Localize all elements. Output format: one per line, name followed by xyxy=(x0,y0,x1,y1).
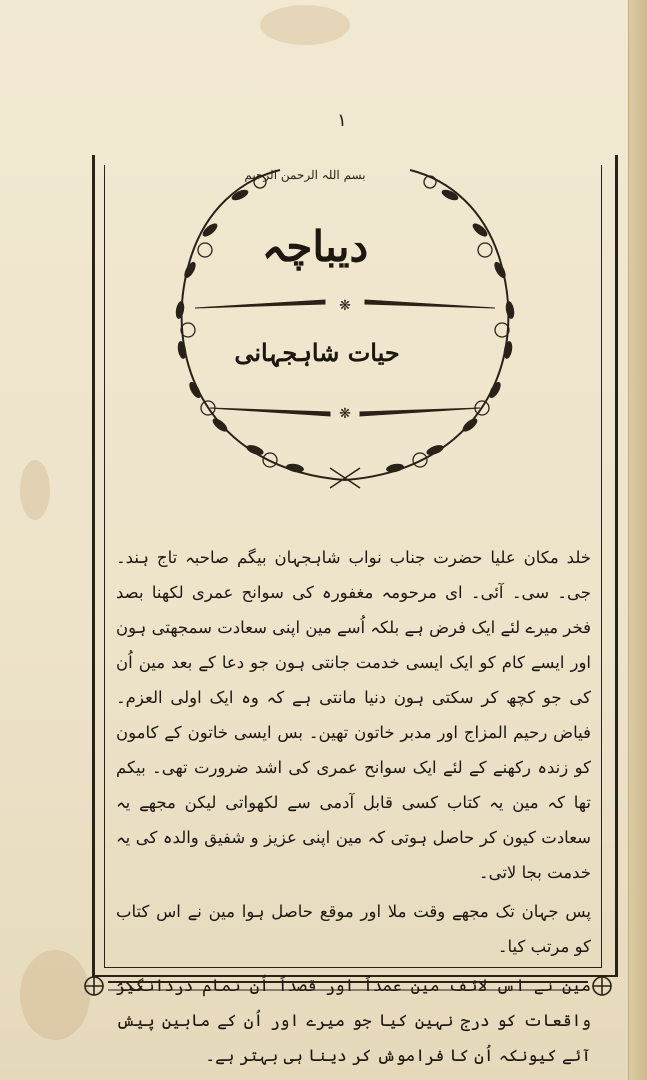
ornament-mark-top: ❋ xyxy=(339,298,351,314)
paragraph-1: خلد مکان علیا حضرت جناب نواب شاہجہان بیگم صاحبہ تاج ہند۔ جی۔ سی۔ آئی۔ ای مرحومہ مغفورہ کی سوانح عمری لکھنا بصد فخر میرے لئے ایک فرض ہے بلکہ اُسے مین اپنی سعادت سمجھتی ہون اور ایسے کام کو ایک ایسی خدمت جانتی ہون جو دعا کے بعد مین اُن کی جو کچھ کر سکتی ہون دنیا مانتی ہے کہ وہ ایک اولی العزم۔ فیاض رحیم المزاج اور مدبر خاتون تھین۔ بس ایسی خاتون کے کامون کو زندہ رکھنے کے لئے ایک سوانح عمری کی اشد ضرورت تھی۔ بیکم تھا کہ مین یہ کتاب کسی قابل آدمی سے لکھواتی لیکن مجھے یہ سعادت کیون کر حاصل ہوتی کہ مین اپنی عزیز و شفیق والدہ کی یہ خدمت بجا لاتی۔ xyxy=(116,548,592,882)
book-subtitle: حیات شاہجہانی xyxy=(234,338,400,367)
page-title: دیباچہ xyxy=(261,222,369,271)
paragraph-3: مین نے اس لائف مین عمداً اور قصداً اُن تمام دردانگیز واقعات کو درج نہین کیا جو میرے اور اُن کے مابین پیش آئے کیونکہ اُن کا فراموش کر دینا ہی بہتر ہے۔ xyxy=(116,976,591,1065)
paragraph-2: پس جہان تک مجھے وقت ملا اور موقع حاصل ہوا مین نے اس کتاب کو مرتب کیا۔ xyxy=(116,902,591,956)
laurel-wreath-ornament xyxy=(150,150,540,500)
page-number: ۱ xyxy=(337,110,347,131)
bottom-border-ornament xyxy=(78,968,618,1004)
paper-stain xyxy=(260,5,350,45)
ornament-mark-bottom: ❋ xyxy=(339,406,351,422)
paper-stain xyxy=(20,460,50,520)
bismillah-heading: بسم اللہ الرحمن الرحیم xyxy=(244,168,366,182)
page-edge xyxy=(628,0,647,1080)
